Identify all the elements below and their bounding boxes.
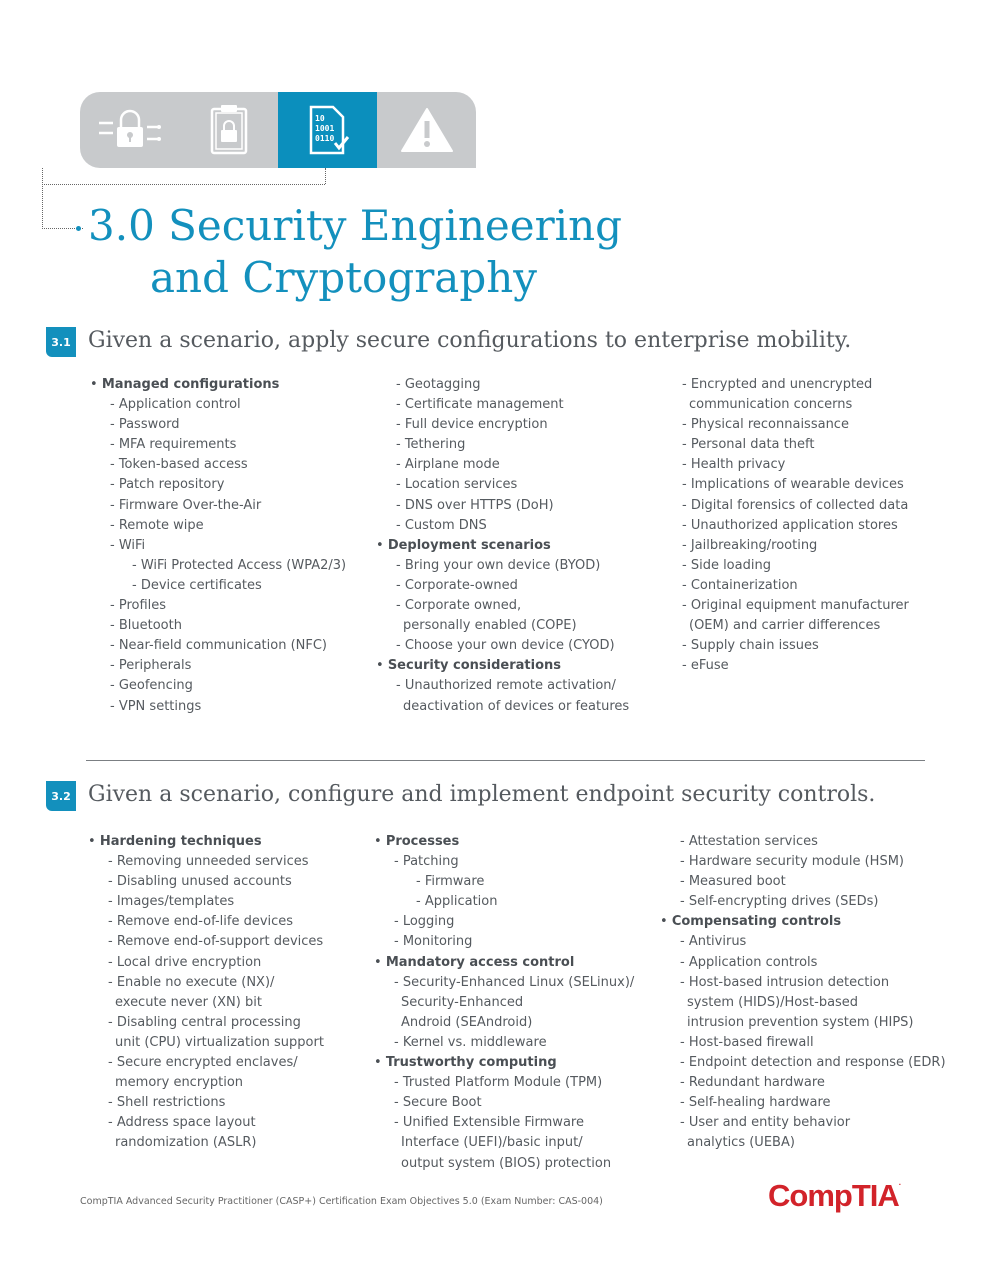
svg-text:1001: 1001 <box>314 124 334 133</box>
list-item: - Device certificates <box>90 576 346 596</box>
list-item: communication concerns <box>689 397 853 413</box>
objective-column <box>374 832 634 1174</box>
objective-heading: Given a scenario, apply secure configurations to enterprise mobility. <box>88 328 852 353</box>
comptia-logo <box>768 1178 900 1214</box>
list-item: randomization (ASLR) <box>115 1135 257 1151</box>
list-item: - Geofencing <box>90 676 346 696</box>
list-item: - Choose your own device (CYOD) <box>376 636 629 656</box>
logo-mark: . <box>898 1178 900 1187</box>
list-item: Android (SEAndroid) <box>401 1014 533 1030</box>
list-heading: • Processes <box>374 832 634 852</box>
list-item: - Original equipment manufacturer <box>662 596 909 616</box>
list-item: - Custom DNS <box>376 516 629 536</box>
list-item: - Side loading <box>662 556 909 576</box>
list-item: - Personal data theft <box>662 435 909 455</box>
list-item: - Supply chain issues <box>662 636 909 656</box>
footer-text: CompTIA Advanced Security Practitioner (CASP+) Certification Exam Objectives 5.0 (Exam Number: CAS-004) <box>80 1196 603 1207</box>
list-item: - Measured boot <box>660 872 946 892</box>
list-item: deactivation of devices or features <box>403 698 630 714</box>
list-item: - Self-healing hardware <box>660 1093 946 1113</box>
list-item: - Jailbreaking/rooting <box>662 536 909 556</box>
list-item: - Host-based firewall <box>660 1033 946 1053</box>
list-item: - Encrypted and unencrypted <box>662 375 909 395</box>
list-item: execute never (XN) bit <box>115 994 262 1010</box>
list-item: - Images/templates <box>88 892 324 912</box>
list-item: Security-Enhanced <box>401 994 524 1010</box>
list-item: - Full device encryption <box>376 415 629 435</box>
list-item: - Implications of wearable devices <box>662 475 909 495</box>
list-item: - Physical reconnaissance <box>662 415 909 435</box>
objective-column <box>662 375 909 676</box>
list-item: intrusion prevention system (HIPS) <box>687 1014 914 1030</box>
list-item: output system (BIOS) protection <box>401 1155 612 1171</box>
list-item: - Trusted Platform Module (TPM) <box>374 1073 634 1093</box>
list-item: - Secure encrypted enclaves/ <box>88 1053 324 1073</box>
list-item: - User and entity behavior <box>660 1113 946 1133</box>
list-item: - Unauthorized application stores <box>662 516 909 536</box>
list-item: - Kernel vs. middleware <box>374 1033 634 1053</box>
list-heading: • Deployment scenarios <box>376 536 629 556</box>
list-item: - Health privacy <box>662 455 909 475</box>
list-item: - Enable no execute (NX)/ <box>88 973 324 993</box>
list-item: - VPN settings <box>90 697 346 717</box>
list-item: - Hardware security module (HSM) <box>660 852 946 872</box>
objective-column <box>88 832 324 1154</box>
clipboard-lock-icon <box>179 92 278 168</box>
list-item: - Self-encrypting drives (SEDs) <box>660 892 946 912</box>
page-title-line2: and Cryptography <box>150 253 537 302</box>
objective-column <box>660 832 946 1154</box>
list-item: - Patching <box>374 852 634 872</box>
list-heading: • Mandatory access control <box>374 953 634 973</box>
list-item: - Firmware Over-the-Air <box>90 496 346 516</box>
list-item: - Patch repository <box>90 475 346 495</box>
list-item: - Removing unneeded services <box>88 852 324 872</box>
list-item: - WiFi <box>90 536 346 556</box>
list-item: (OEM) and carrier differences <box>689 618 881 634</box>
list-item: - Remote wipe <box>90 516 346 536</box>
list-item: - Bluetooth <box>90 616 346 636</box>
list-item: - Remove end-of-support devices <box>88 932 324 952</box>
list-item: - Application control <box>90 395 346 415</box>
list-item: - DNS over HTTPS (DoH) <box>376 496 629 516</box>
list-item: - Unauthorized remote activation/ <box>376 676 629 696</box>
list-item: - Certificate management <box>376 395 629 415</box>
objective-column <box>90 375 346 717</box>
objective-badge: 3.2 <box>46 781 76 811</box>
list-item: unit (CPU) virtualization support <box>115 1034 324 1050</box>
list-item: - Shell restrictions <box>88 1093 324 1113</box>
page-title <box>88 200 622 304</box>
list-item: - Local drive encryption <box>88 953 324 973</box>
list-item: - Near-field communication (NFC) <box>90 636 346 656</box>
svg-text:10: 10 <box>314 114 325 123</box>
list-item: - Redundant hardware <box>660 1073 946 1093</box>
list-item: personally enabled (COPE) <box>403 618 577 634</box>
list-heading: • Hardening techniques <box>88 832 324 852</box>
list-item: - Airplane mode <box>376 455 629 475</box>
list-item: - Host-based intrusion detection <box>660 973 946 993</box>
title-dot <box>76 226 81 231</box>
list-heading: • Compensating controls <box>660 912 946 932</box>
list-item: - Password <box>90 415 346 435</box>
list-item: - Application controls <box>660 953 946 973</box>
lock-circuit-icon <box>80 92 179 168</box>
decorative-connector <box>42 168 325 185</box>
list-heading: • Managed configurations <box>90 375 346 395</box>
list-item: - Endpoint detection and response (EDR) <box>660 1053 946 1073</box>
list-item: - Disabling central processing <box>88 1013 324 1033</box>
list-item: - MFA requirements <box>90 435 346 455</box>
decorative-connector <box>42 184 83 229</box>
list-item: - Application <box>374 892 634 912</box>
list-item: - Containerization <box>662 576 909 596</box>
list-item: - Token-based access <box>90 455 346 475</box>
list-item: - Attestation services <box>660 832 946 852</box>
list-item: - Corporate-owned <box>376 576 629 596</box>
list-item: - Firmware <box>374 872 634 892</box>
list-item: - Geotagging <box>376 375 629 395</box>
list-heading: • Trustworthy computing <box>374 1053 634 1073</box>
logo-text: CompTIA <box>768 1178 899 1213</box>
list-item: - Address space layout <box>88 1113 324 1133</box>
binary-document-check-icon <box>278 92 377 168</box>
list-item: - Antivirus <box>660 932 946 952</box>
list-item: - Security-Enhanced Linux (SELinux)/ <box>374 973 634 993</box>
list-item: - Unified Extensible Firmware <box>374 1113 634 1133</box>
list-item: - WiFi Protected Access (WPA2/3) <box>90 556 346 576</box>
list-item: - Logging <box>374 912 634 932</box>
list-item: - Peripherals <box>90 656 346 676</box>
list-item: - eFuse <box>662 656 909 676</box>
list-item: - Bring your own device (BYOD) <box>376 556 629 576</box>
list-heading: • Security considerations <box>376 656 629 676</box>
svg-text:0110: 0110 <box>314 134 334 143</box>
list-item: memory encryption <box>115 1075 244 1091</box>
list-item: - Tethering <box>376 435 629 455</box>
objective-column <box>376 375 629 717</box>
list-item: - Corporate owned, <box>376 596 629 616</box>
list-item: - Location services <box>376 475 629 495</box>
icon-tab-bar <box>80 92 476 168</box>
section-divider <box>86 760 925 761</box>
list-item: - Secure Boot <box>374 1093 634 1113</box>
warning-triangle-icon <box>377 92 476 168</box>
list-item: - Profiles <box>90 596 346 616</box>
list-item: Interface (UEFI)/basic input/ <box>401 1135 583 1151</box>
list-item: - Monitoring <box>374 932 634 952</box>
page-title-line1: 3.0 Security Engineering <box>88 201 623 250</box>
list-item: - Disabling unused accounts <box>88 872 324 892</box>
list-item: - Remove end-of-life devices <box>88 912 324 932</box>
objective-heading: Given a scenario, configure and implement endpoint security controls. <box>88 782 876 807</box>
list-item: system (HIDS)/Host-based <box>687 994 859 1010</box>
list-item: analytics (UEBA) <box>687 1135 795 1151</box>
objective-badge: 3.1 <box>46 327 76 357</box>
list-item: - Digital forensics of collected data <box>662 496 909 516</box>
